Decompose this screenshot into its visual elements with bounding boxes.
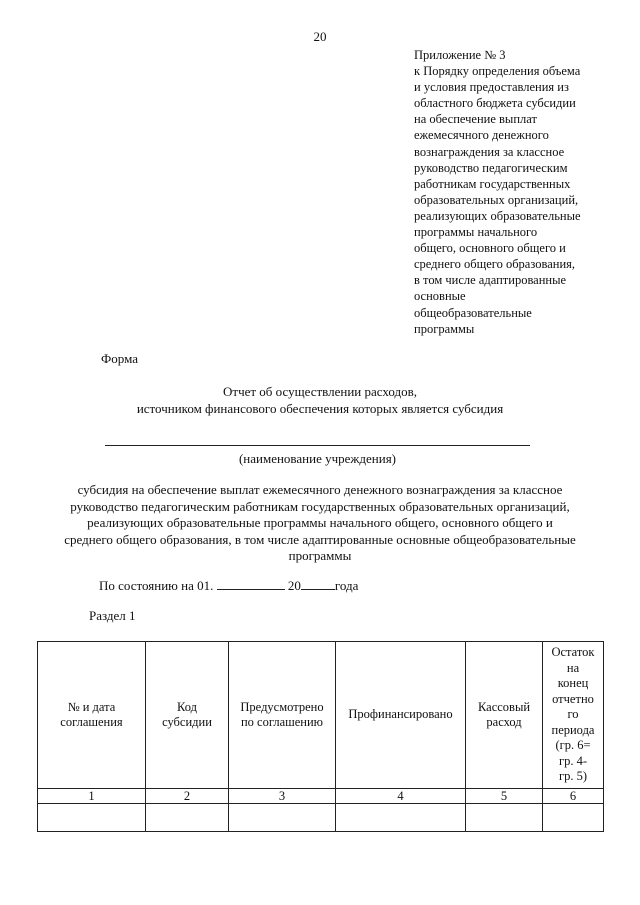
table-header-row: [38, 642, 604, 789]
column-number-row: [38, 789, 604, 804]
appendix-line: реализующих образовательные: [414, 208, 581, 223]
table-row: [38, 804, 604, 832]
column-number: 3: [229, 789, 336, 804]
subsidy-line: субсидия на обеспечение выплат ежемесячного денежного вознаграждения за классное: [77, 482, 563, 497]
report-title-line-1: Отчет об осуществлении расходов,: [223, 384, 417, 399]
section-label: Раздел 1: [89, 608, 136, 623]
table-cell[interactable]: [146, 804, 229, 832]
as-of-suffix: года: [334, 578, 359, 593]
appendix-line: и условия предоставления из: [414, 80, 569, 95]
appendix-line: ежемесячного денежного: [414, 128, 549, 143]
institution-caption: (наименование учреждения): [238, 451, 397, 466]
table-cell[interactable]: [543, 804, 604, 832]
appendix-line: общеобразовательные: [414, 305, 532, 320]
column-number: 2: [146, 789, 229, 804]
column-number: 6: [543, 789, 604, 804]
appendix-line: общего, основного общего и: [414, 241, 566, 256]
column-number: 5: [466, 789, 543, 804]
table-cell[interactable]: [229, 804, 336, 832]
col-cash-expense-header: Кассовый расход: [466, 642, 543, 789]
subsidy-description: [30, 482, 610, 565]
col-financed-header: Профинансировано: [336, 642, 466, 789]
report-title: [0, 383, 640, 417]
col-planned-header: Предусмотрено по соглашению: [229, 642, 336, 789]
subsidy-line: руководство педагогическим работникам государственных образовательных организаций,: [70, 498, 570, 514]
appendix-line: вознаграждения за классное: [414, 144, 565, 159]
table-cell[interactable]: [38, 804, 146, 832]
appendix-line: основные: [414, 289, 466, 304]
subsidy-line: среднего общего образования, в том числе адаптированные основные общеобразовательные: [64, 531, 576, 547]
year-prefix: 20: [287, 578, 301, 593]
report-table: [37, 641, 604, 832]
appendix-line: образовательных организаций,: [414, 192, 579, 207]
table-cell[interactable]: [336, 804, 466, 832]
appendix-line: к Порядку определения объема: [414, 64, 581, 79]
appendix-line: программы: [414, 321, 475, 336]
appendix-line: среднего общего образования,: [414, 257, 576, 272]
appendix-line: руководство педагогическим: [414, 160, 568, 175]
col-agreement-header: № и дата соглашения: [38, 642, 146, 789]
appendix-note: [414, 47, 614, 337]
form-label: Форма: [101, 351, 138, 366]
as-of-date: [99, 576, 358, 594]
col-balance-header: Остаток на конец отчетно го периода (гр. 6= гр. 4- гр. 5): [543, 642, 604, 789]
column-number: 4: [336, 789, 466, 804]
appendix-line: областного бюджета субсидии: [414, 96, 576, 111]
page-number: 20: [313, 29, 327, 44]
year-blank[interactable]: [301, 576, 335, 590]
col-subsidy-code-header: Код субсидии: [146, 642, 229, 789]
appendix-line: на обеспечение выплат: [414, 112, 537, 127]
as-of-prefix: По состоянию на 01.: [99, 578, 214, 593]
subsidy-line: реализующих образовательные программы начального общего, основного общего и: [87, 515, 553, 530]
report-title-line-2: источником финансового обеспечения которых является субсидия: [136, 401, 504, 416]
column-number: 1: [38, 789, 146, 804]
appendix-line: Приложение № 3: [414, 48, 506, 62]
subsidy-line: программы: [288, 548, 352, 563]
appendix-line: программы начального: [414, 225, 538, 240]
table-cell[interactable]: [466, 804, 543, 832]
appendix-line: в том числе адаптированные: [414, 273, 567, 288]
institution-name-line[interactable]: [105, 445, 530, 446]
appendix-line: работникам государственных: [414, 176, 571, 191]
month-blank[interactable]: [217, 576, 285, 590]
